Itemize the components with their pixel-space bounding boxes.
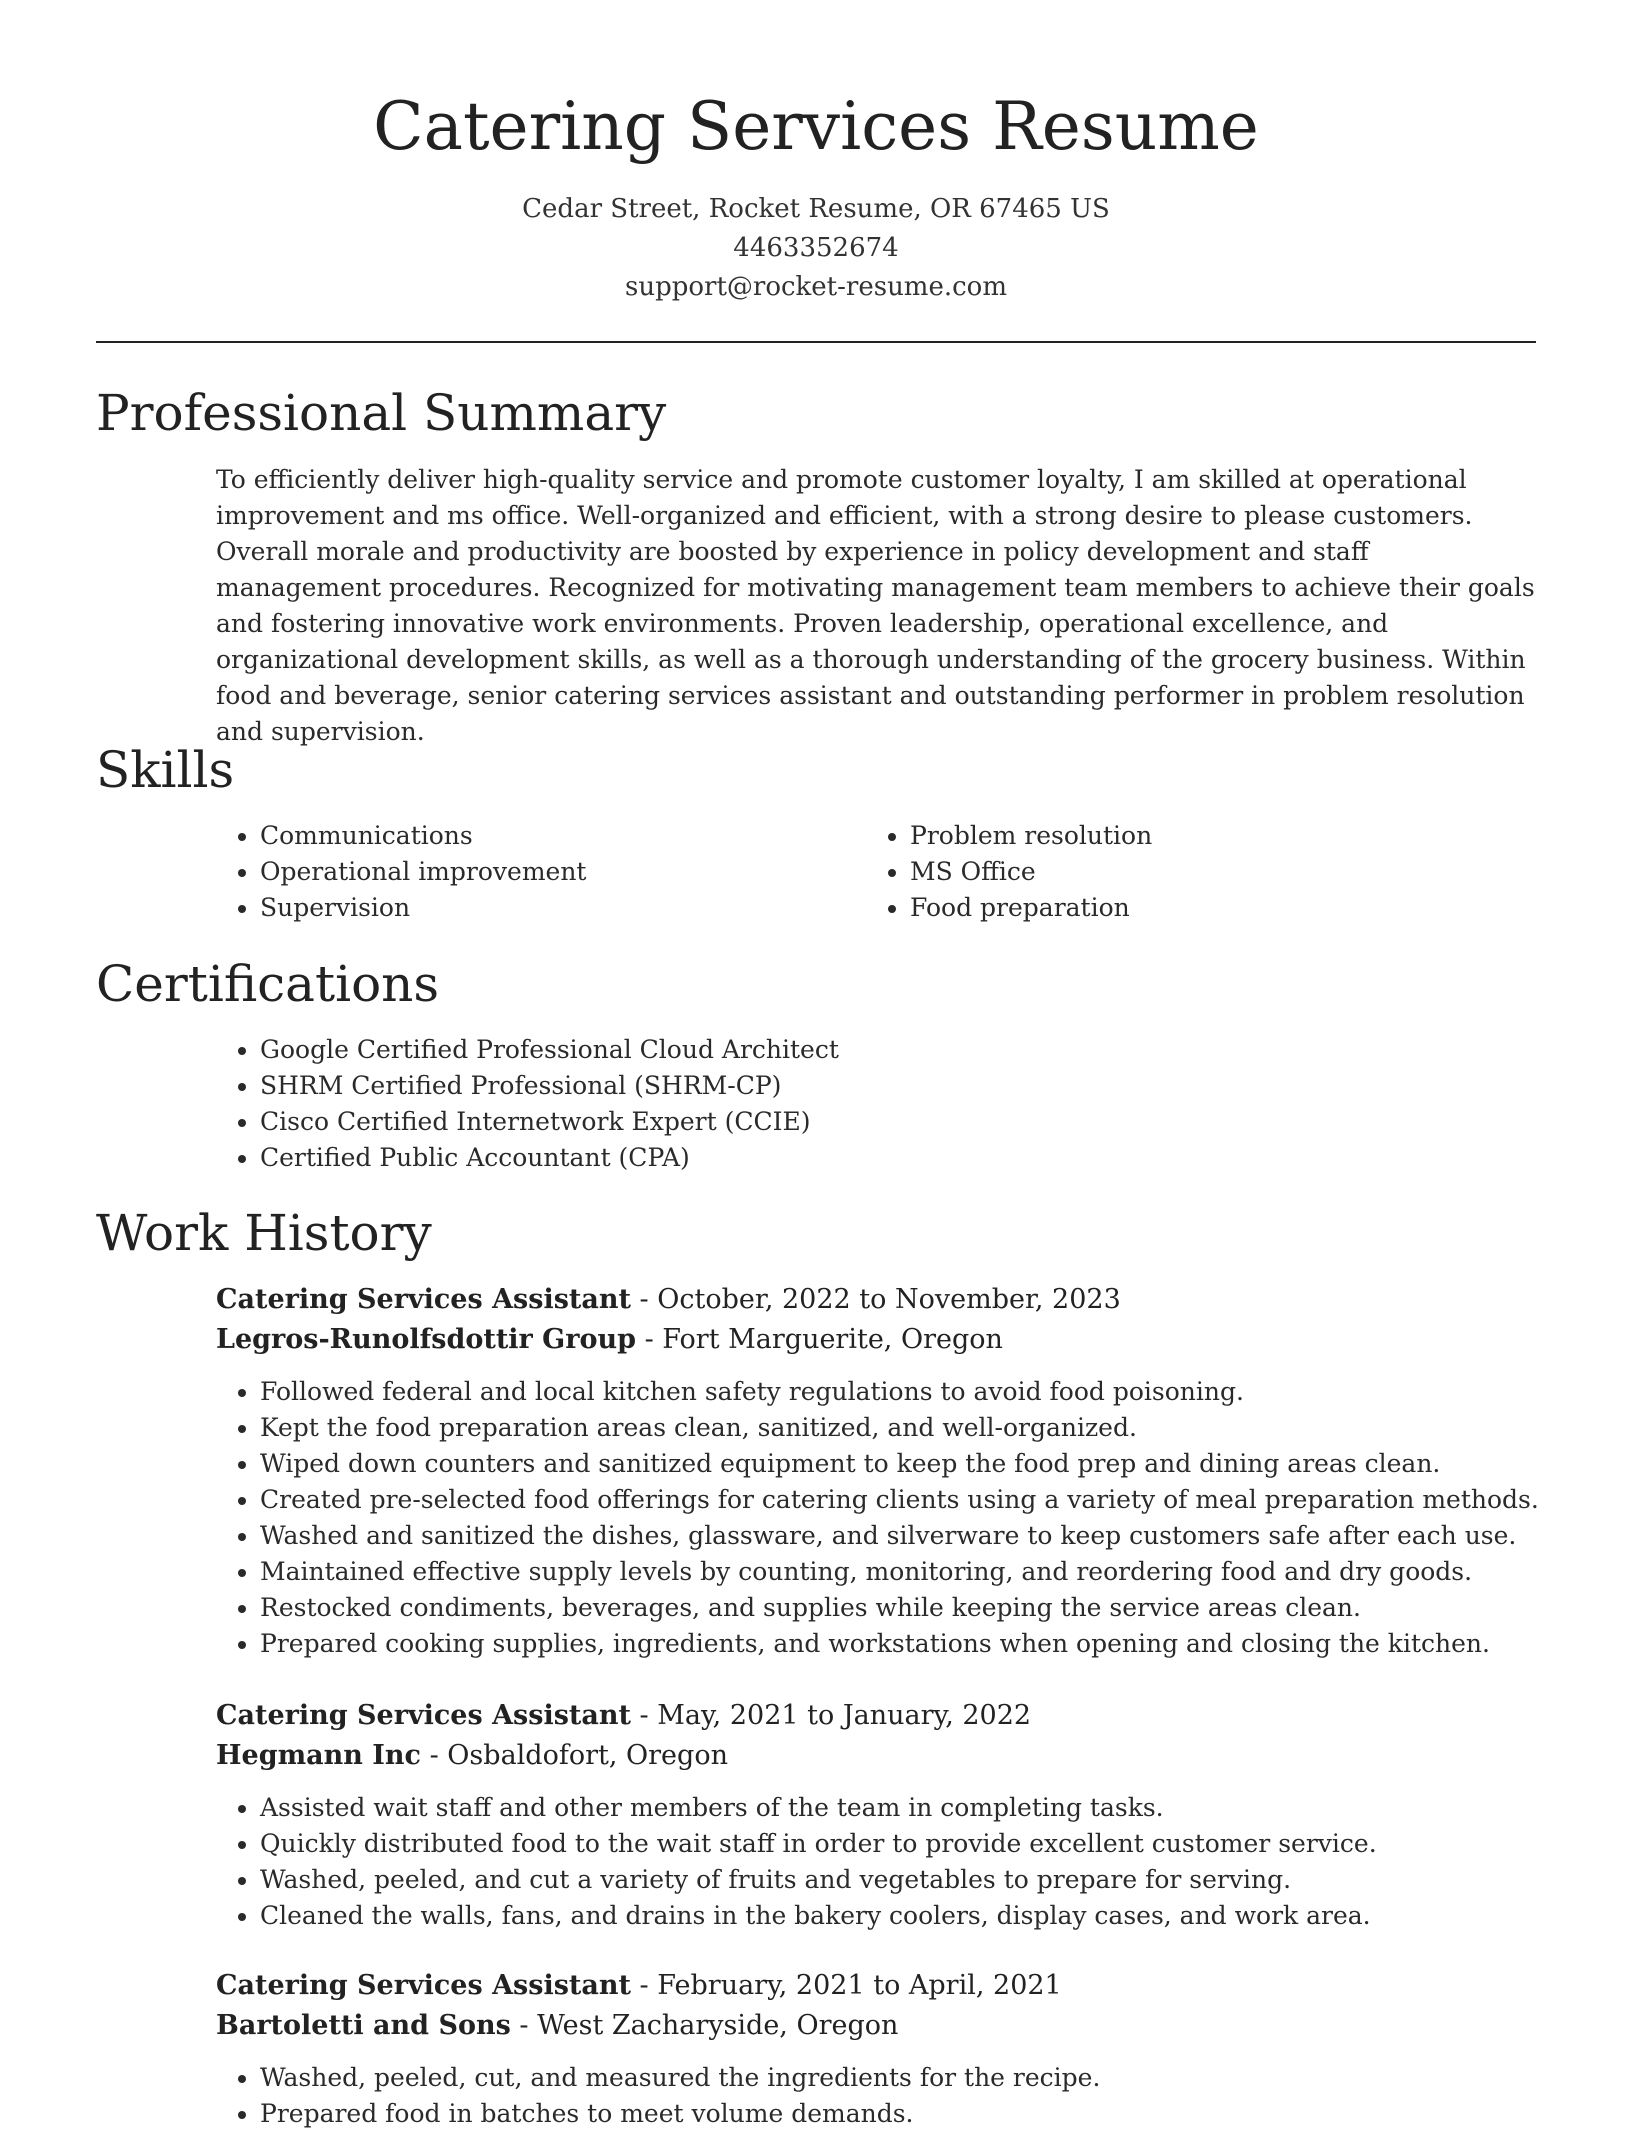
certification-item: • Certified Public Accountant (CPA) xyxy=(260,1140,839,1176)
skill-item: • Supervision xyxy=(260,890,586,926)
job-duty: • Cleaned the walls, fans, and drains in the bakery coolers, display cases, and work area. xyxy=(260,1898,1377,1934)
job-duty: • Followed federal and local kitchen safety regulations to avoid food poisoning. xyxy=(260,1374,1539,1410)
certification-item: • Cisco Certified Internetwork Expert (CCIE) xyxy=(260,1104,839,1140)
certification-item: • SHRM Certified Professional (SHRM-CP) xyxy=(260,1068,839,1104)
job-duty: • Kept the food preparation areas clean, sanitized, and well-organized. xyxy=(260,1410,1539,1446)
job-dates: February, 2021 to April, 2021 xyxy=(657,1970,1062,2001)
skill-item: • Communications xyxy=(260,818,586,854)
job-duties-list xyxy=(216,1790,1377,1934)
job-location: West Zacharyside, Oregon xyxy=(537,2010,899,2041)
job-separator: - xyxy=(635,1324,663,1355)
job-duty: • Wiped down counters and sanitized equipment to keep the food prep and dining areas clean. xyxy=(260,1446,1539,1482)
job-duty: • Washed, peeled, cut, and measured the ingredients for the recipe. xyxy=(260,2060,1100,2096)
skill-item: • Operational improvement xyxy=(260,854,586,890)
job-company-line xyxy=(216,2006,898,2046)
summary-text: To efficiently deliver high-quality service and promote customer loyalty, I am skilled at operational improvement and ms office. Well-organized and efficient, with a strong desire to please customers. Overall morale and productivity are boosted by experience in policy development and staff management procedures. Recognized for motivating management team members to achieve their goals and fostering innovative work environments. Proven leadership, operational excellence, and organizational development skills, as well as a thorough understanding of the grocery business. Within food and beverage, senior catering services assistant and outstanding performer in problem resolution and supervision. xyxy=(216,465,1535,746)
header-divider xyxy=(96,341,1536,343)
job-duty: • Prepared cooking supplies, ingredients, and workstations when opening and closing the kitchen. xyxy=(260,1626,1539,1662)
job-title-line xyxy=(216,1696,1031,1736)
job-duty: • Quickly distributed food to the wait staff in order to provide excellent customer service. xyxy=(260,1826,1377,1862)
job-company: Hegmann Inc xyxy=(216,1740,421,1771)
job-separator: - xyxy=(630,1970,658,2001)
job-duties-list xyxy=(216,2060,1100,2132)
job-duty: • Washed and sanitized the dishes, glassware, and silverware to keep customers safe after each use. xyxy=(260,1518,1539,1554)
job-dates: May, 2021 to January, 2022 xyxy=(657,1700,1032,1731)
job-duty: • Washed, peeled, and cut a variety of fruits and vegetables to prepare for serving. xyxy=(260,1862,1377,1898)
job-title: Catering Services Assistant xyxy=(216,1970,631,2001)
job-separator: - xyxy=(510,2010,538,2041)
section-heading-certifications: Certifications xyxy=(96,955,440,1013)
job-company: Legros-Runolfsdottir Group xyxy=(216,1324,636,1355)
contact-block xyxy=(0,190,1632,307)
job-duty: • Prepared food in batches to meet volume demands. xyxy=(260,2096,1100,2132)
job-duties-list xyxy=(216,1374,1539,1662)
contact-email: support@rocket-resume.com xyxy=(624,272,1007,302)
job-duty: • Maintained effective supply levels by counting, monitoring, and reordering food and dry goods. xyxy=(260,1554,1539,1590)
job-duty: • Created pre-selected food offerings for catering clients using a variety of meal preparation methods. xyxy=(260,1482,1539,1518)
contact-phone: 4463352674 xyxy=(733,233,899,263)
certifications-list xyxy=(216,1032,839,1176)
skill-item: • MS Office xyxy=(910,854,1152,890)
skills-list-right xyxy=(866,818,1152,926)
job-duty: • Restocked condiments, beverages, and supplies while keeping the service areas clean. xyxy=(260,1590,1539,1626)
job-dates: October, 2022 to November, 2023 xyxy=(657,1284,1121,1315)
job-company-line xyxy=(216,1736,728,1776)
job-duty: • Assisted wait staff and other members of the team in completing tasks. xyxy=(260,1790,1377,1826)
job-title-line xyxy=(216,1280,1121,1320)
contact-address: Cedar Street, Rocket Resume, OR 67465 US xyxy=(522,194,1110,224)
skill-item: • Food preparation xyxy=(910,890,1152,926)
job-location: Fort Marguerite, Oregon xyxy=(662,1324,1003,1355)
certification-item: • Google Certified Professional Cloud Architect xyxy=(260,1032,839,1068)
skills-list-left xyxy=(216,818,586,926)
section-heading-work-history: Work History xyxy=(96,1204,432,1262)
job-separator: - xyxy=(421,1740,448,1771)
resume-title: Catering Services Resume xyxy=(373,88,1259,165)
section-heading-skills: Skills xyxy=(96,741,235,799)
section-heading-summary: Professional Summary xyxy=(96,384,667,442)
job-title: Catering Services Assistant xyxy=(216,1284,631,1315)
job-location: Osbaldofort, Oregon xyxy=(447,1740,728,1771)
job-separator: - xyxy=(630,1284,658,1315)
job-separator: - xyxy=(630,1700,658,1731)
job-company-line xyxy=(216,1320,1003,1360)
skill-item: • Problem resolution xyxy=(910,818,1152,854)
job-company: Bartoletti and Sons xyxy=(216,2010,511,2041)
job-title: Catering Services Assistant xyxy=(216,1700,631,1731)
job-title-line xyxy=(216,1966,1062,2006)
